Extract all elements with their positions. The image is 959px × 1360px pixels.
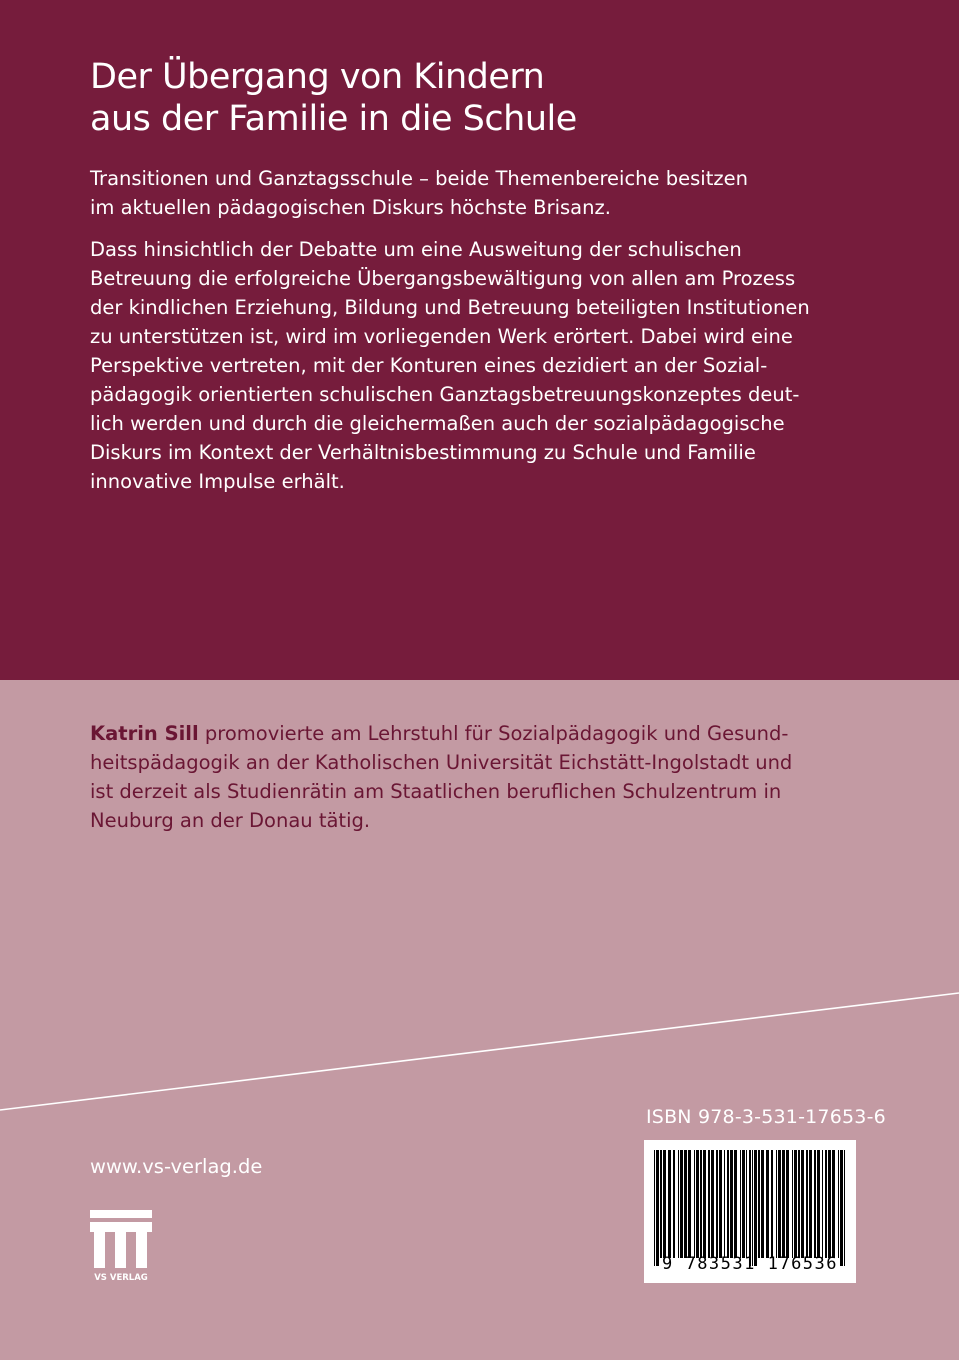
blurb-line: lich werden und durch die gleichermaßen auch der sozialpädagogische	[90, 412, 785, 435]
barcode-bar	[782, 1150, 785, 1258]
barcode-bar	[814, 1150, 816, 1258]
barcode-bar	[719, 1150, 722, 1258]
barcode-bar	[776, 1150, 777, 1258]
blurb-line: innovative Impulse erhält.	[90, 470, 345, 493]
barcode-bar	[801, 1150, 804, 1258]
title-line-2: aus der Familie in die Schule	[90, 99, 577, 139]
blurb-line: Perspektive vertreten, mit der Konturen eines dezidiert an der Sozial-	[90, 354, 768, 377]
barcode-bar	[752, 1150, 753, 1266]
barcode-bar	[844, 1150, 845, 1266]
barcode-bar	[792, 1150, 793, 1258]
barcode-bar	[771, 1150, 773, 1258]
barcode-bar	[663, 1150, 666, 1258]
barcode-bar	[727, 1150, 729, 1258]
bio-first-line-rest: promovierte am Lehrstuhl für Sozialpädagogik und Gesund-	[198, 722, 789, 745]
barcode-bar	[716, 1150, 718, 1258]
barcode-bar	[798, 1150, 800, 1258]
barcode-bar	[794, 1150, 797, 1258]
barcode-bar	[660, 1150, 662, 1258]
barcode-bar	[825, 1150, 827, 1258]
author-name: Katrin Sill	[90, 722, 199, 745]
barcode-bar	[761, 1150, 764, 1258]
blurb-line: Diskurs im Kontext der Verhältnisbestimmung zu Schule und Familie	[90, 441, 756, 464]
blurb-line: der kindlichen Erziehung, Bildung und Betreuung beteiligten Institutionen	[90, 296, 810, 319]
barcode-bar	[786, 1150, 789, 1258]
barcode-bar	[668, 1150, 671, 1258]
barcode-bar	[822, 1150, 823, 1258]
barcode-bar	[806, 1150, 808, 1258]
barcode-bar	[678, 1150, 679, 1258]
barcode-bar	[734, 1150, 737, 1258]
barcode-bar	[838, 1150, 839, 1258]
blurb-line: zu unterstützen ist, wird im vorliegenden Werk erörtert. Dabei wird eine	[90, 325, 793, 348]
barcode-bar	[809, 1150, 812, 1258]
bio-line: heitspädagogik an der Katholischen Universität Eichstätt-Ingolstadt und	[90, 751, 793, 774]
publisher-url[interactable]: www.vs-verlag.de	[90, 1155, 263, 1178]
barcode-bar	[703, 1150, 706, 1258]
isbn-label: ISBN 978-3-531-17653-6	[646, 1106, 886, 1128]
barcode-bar	[684, 1150, 687, 1258]
barcode-bar	[832, 1150, 835, 1258]
barcode-bar	[724, 1150, 725, 1258]
barcode-bar	[754, 1150, 757, 1266]
barcode-bar	[680, 1150, 683, 1258]
blurb-paragraph	[90, 235, 880, 496]
barcode-bar	[828, 1150, 831, 1258]
diagonal-divider-line	[0, 980, 959, 1120]
barcode-bar	[688, 1150, 691, 1258]
barcode-bar	[708, 1150, 710, 1258]
barcode-bar	[758, 1150, 760, 1258]
barcode-bar	[766, 1150, 769, 1258]
barcode-bar	[817, 1150, 820, 1258]
blurb-line: pädagogik orientierten schulischen Ganztagsbetreuungskonzeptes deut-	[90, 383, 800, 406]
barcode-bar	[746, 1150, 747, 1258]
title-line-1: Der Übergang von Kindern	[90, 57, 545, 97]
barcode-bar	[840, 1150, 843, 1266]
lead-line: Transitionen und Ganztagsschule – beide Themenbereiche besitzen	[90, 167, 748, 190]
vs-verlag-logo	[90, 1210, 152, 1285]
blurb-line: Dass hinsichtlich der Debatte um eine Ausweitung der schulischen	[90, 238, 742, 261]
bio-first-line	[90, 719, 880, 748]
barcode-bar	[673, 1150, 675, 1258]
author-bio	[90, 719, 880, 835]
bio-line: Neuburg an der Donau tätig.	[90, 809, 371, 832]
blurb-line: Betreuung die erfolgreiche Übergangsbewältigung von allen am Prozess	[90, 267, 796, 290]
barcode-bar	[654, 1150, 655, 1266]
logo-wordmark: VS VERLAG	[94, 1273, 148, 1283]
barcode-bar	[740, 1150, 741, 1258]
barcode-bar	[696, 1150, 699, 1258]
lead-line: im aktuellen pädagogischen Diskurs höchste Brisanz.	[90, 196, 611, 219]
barcode-bar	[742, 1150, 745, 1258]
barcode-digits: 9 783531 176536	[661, 1254, 839, 1274]
barcode-bar	[730, 1150, 733, 1258]
barcode-bar	[694, 1150, 695, 1258]
lead-paragraph	[90, 164, 890, 222]
book-title	[90, 56, 910, 140]
bio-line: ist derzeit als Studienrätin am Staatlichen beruflichen Schulzentrum in	[90, 780, 782, 803]
barcode-bar	[778, 1150, 781, 1258]
barcode-bar	[711, 1150, 714, 1258]
barcode-bar	[749, 1150, 751, 1266]
barcode-bar	[656, 1150, 659, 1266]
barcode-bar	[700, 1150, 702, 1258]
